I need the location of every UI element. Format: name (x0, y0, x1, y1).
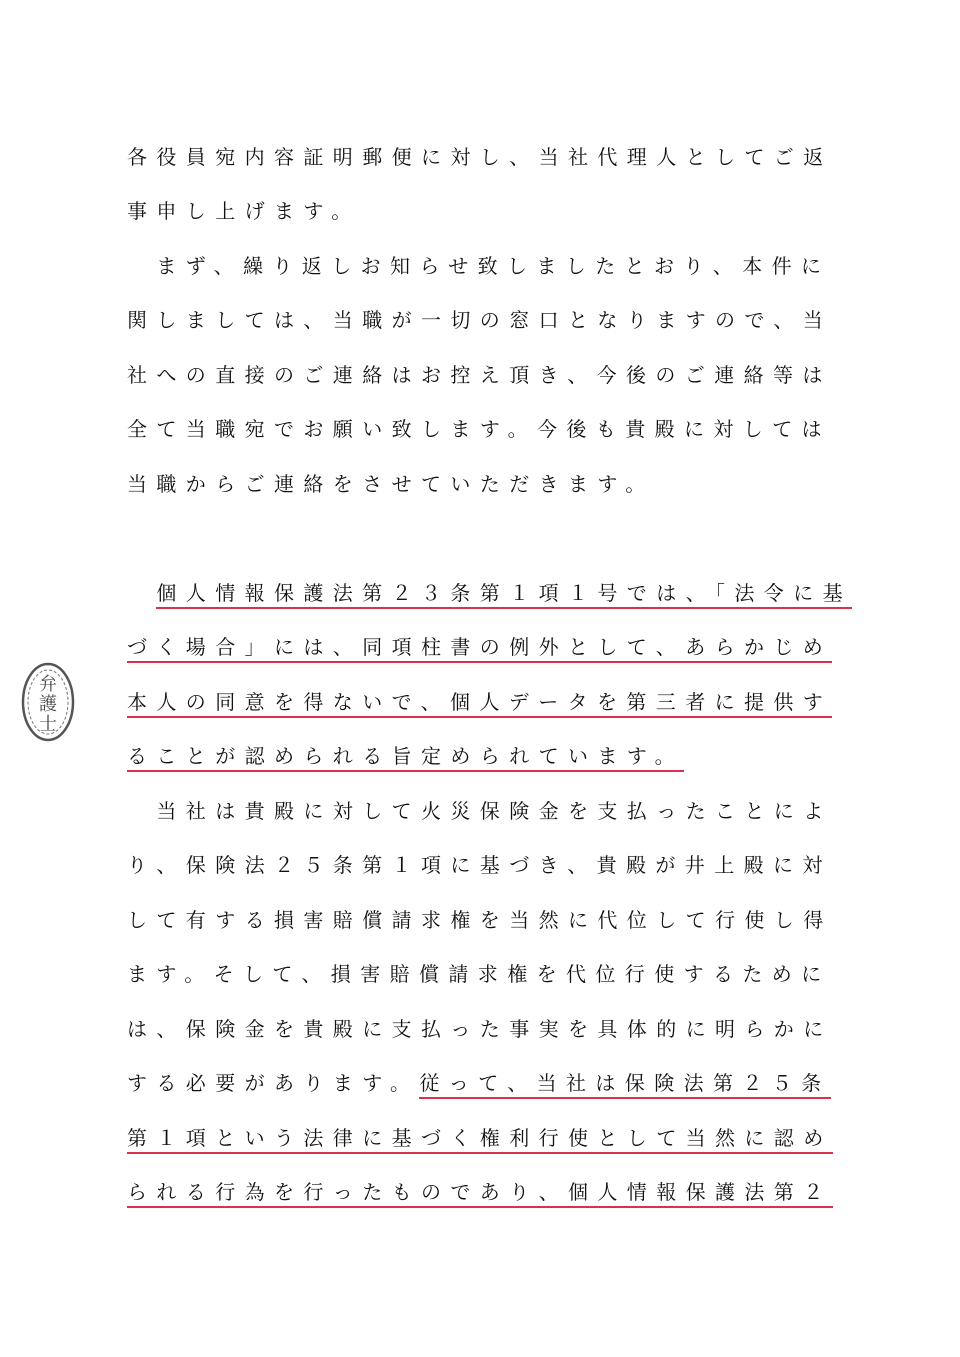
text-line-16: は、保険金を貴殿に支払った事実を具体的に明らかに (127, 1017, 833, 1041)
svg-text:弁: 弁 (39, 674, 57, 695)
text-line-11: ることが認められる旨定められています。 (127, 736, 813, 776)
text-line-19: られる行為を行ったものであり、個人情報保護法第２ (127, 1172, 813, 1212)
text-line-2: 事申し上げます。 (127, 199, 361, 223)
text-line-17: する必要があります。従って、当社は保険法第２５条 (127, 1063, 813, 1103)
text-line-13: り、保険法２５条第１項に基づき、貴殿が井上殿に対 (127, 853, 832, 877)
text-line-4: 関しましては、当職が一切の窓口となりますので、当 (127, 308, 833, 332)
lawyer-seal-stamp (20, 660, 76, 744)
text-line-3: まず、繰り返しお知らせ致しましたとおり、本件に (127, 254, 831, 278)
svg-text:士: 士 (39, 714, 57, 735)
text-line-1: 各役員宛内容証明郵便に対し、当社代理人としてご返 (127, 145, 833, 169)
text-line-15: ます。そして、損害賠償請求権を代位行使するために (127, 962, 831, 986)
text-line-9: づく場合」には、同項柱書の例外として、あらかじめ (127, 627, 813, 667)
text-line-18: 第１項という法律に基づく権利行使として当然に認め (127, 1118, 813, 1158)
text-line-6: 全て当職宛でお願い致します。今後も貴殿に対しては (127, 417, 831, 441)
text-line-7: 当職からご連絡をさせていただきます。 (127, 472, 655, 496)
svg-text:護: 護 (39, 694, 57, 715)
text-line-10: 本人の同意を得ないで、個人データを第三者に提供す (127, 682, 813, 722)
text-line-8: 個人情報保護法第２３条第１項１号では、「法令に基 (127, 573, 813, 613)
text-line-14: して有する損害賠償請求権を当然に代位して行使し得 (127, 908, 833, 932)
text-line-5: 社への直接のご連絡はお控え頂き、今後のご連絡等は (127, 363, 832, 387)
text-line-12: 当社は貴殿に対して火災保険金を支払ったことによ (127, 799, 833, 823)
